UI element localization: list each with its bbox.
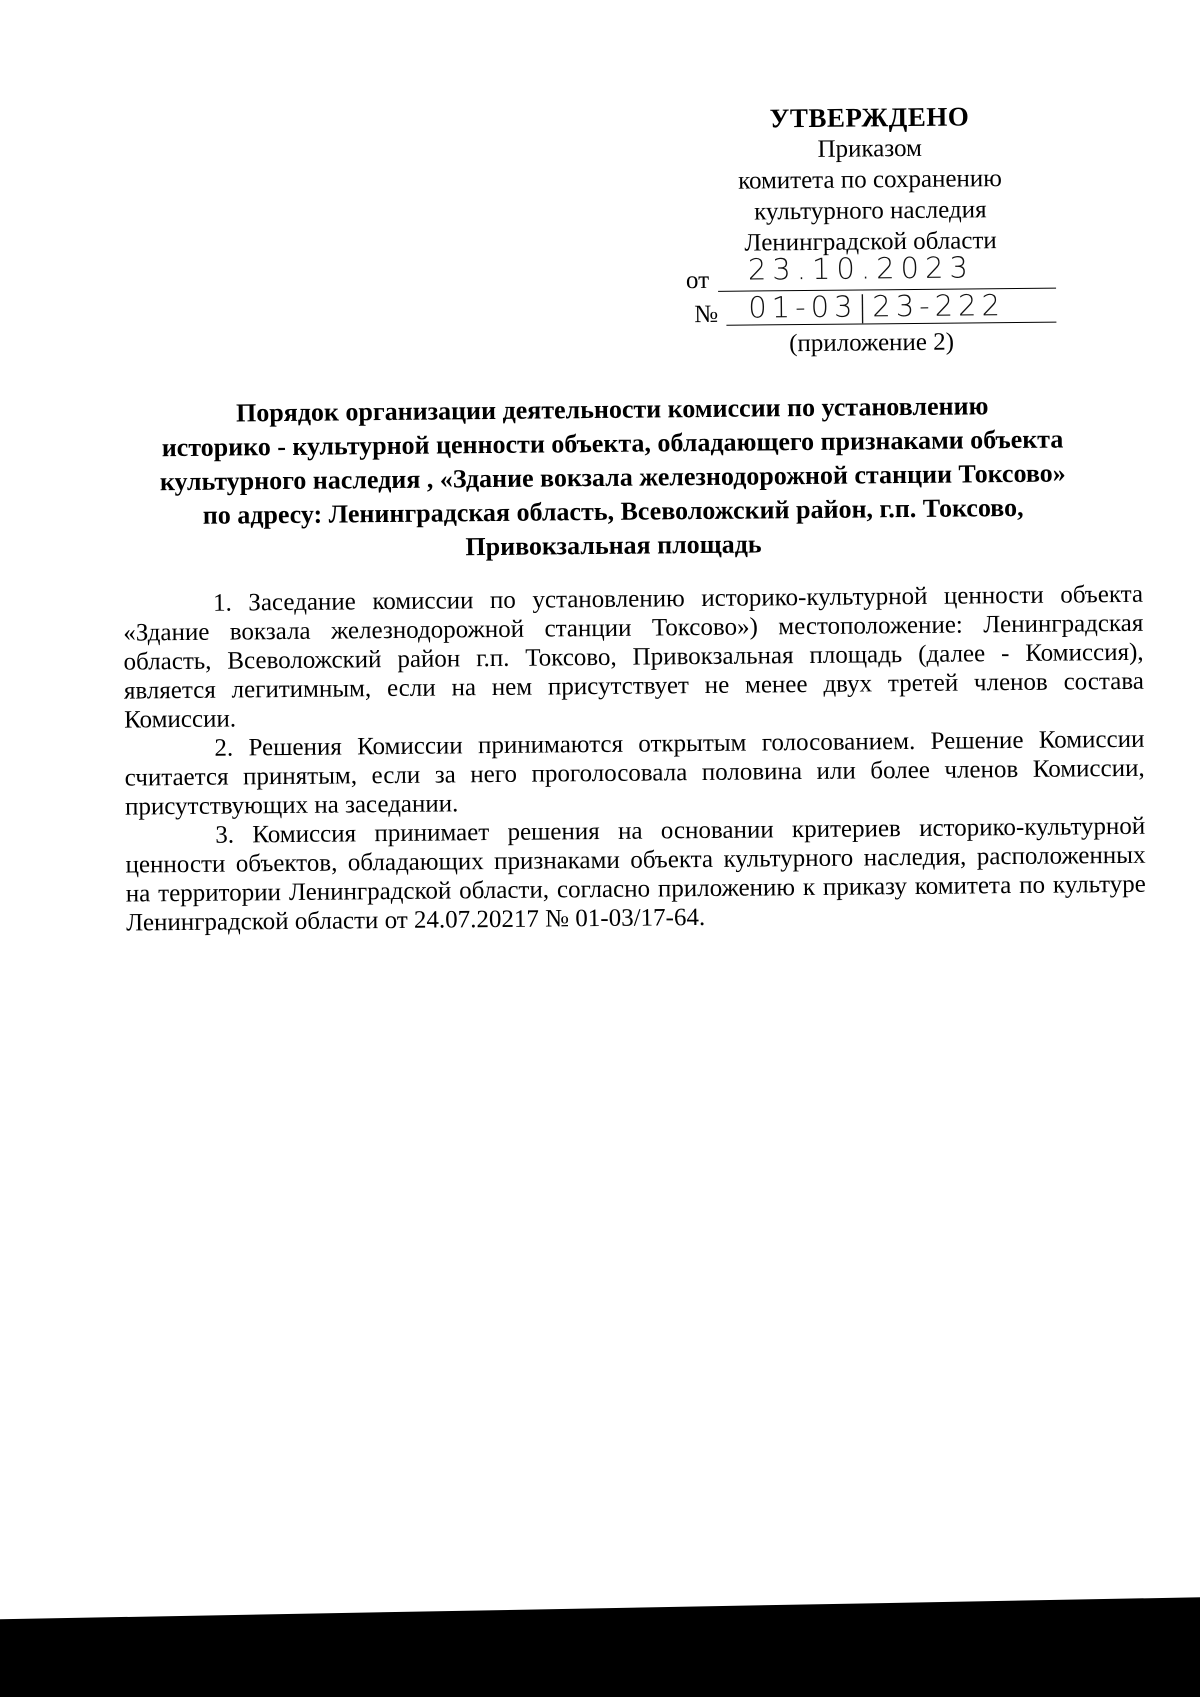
- approval-stamp-block: [684, 101, 1055, 260]
- date-prefix: от: [685, 266, 710, 295]
- paragraph-2: 2. Решения Комиссии принимаются открытым голосованием. Решение Комиссии считается принятым, если за него проголосовала половина или более членов Комиссии, присутствующих на заседании.: [124, 725, 1145, 821]
- title-line-2: историко - культурной ценности объекта, обладающего признаками объекта: [161, 424, 1064, 463]
- title-line-4: по адресу: Ленинградская область, Всеволожский район, г.п. Токсово,: [202, 492, 1024, 530]
- document-body: [123, 580, 1146, 938]
- title-line-3: культурного наследия , «Здание вокзала железнодорожной станции Токсово»: [159, 458, 1066, 497]
- number-prefix: №: [694, 300, 719, 329]
- order-number-row: [694, 288, 1056, 329]
- committee-line-2: культурного наследия: [753, 196, 987, 226]
- scan-border-dark-fill: [0, 1650, 1200, 1697]
- appendix-note: (приложение 2): [789, 328, 955, 358]
- title-line-5: Привокзальная площадь: [465, 529, 762, 562]
- paragraph-3: 3. Комиссия принимает решения на основании критериев историко-культурной ценности объектов, обладающих признаками объекта культурного наследия, расположенных на территории Ленинградской области, согласно приложению к приказу комитета по культуре Ленинградской области от 24.07.20217 № 01-03/17-64.: [125, 812, 1146, 937]
- order-number-handwritten: 01-03|23-222: [748, 288, 1006, 325]
- committee-line-1: комитета по сохранению: [737, 165, 1003, 195]
- order-date-handwritten: 23.10.2023: [747, 250, 975, 287]
- order-label: Приказом: [817, 134, 923, 163]
- title-line-1: Порядок организации деятельности комиссии по установлению: [235, 391, 989, 428]
- paragraph-1: 1. Заседание комиссии по установлению историко-культурной ценности объекта «Здание вокзала железнодорожной станции Токсово») местоположение: Ленинградская область, Всеволожский район г.п. Токсово, Привокзальная площадь (далее - Комиссия), является легитимным, если на нем присутствует не менее двух третей членов состава Комиссии.: [123, 580, 1144, 734]
- committee-line-3: Ленинградской области: [744, 227, 997, 257]
- approved-heading: УТВЕРЖДЕНО: [769, 101, 970, 134]
- document-title: [112, 388, 1114, 568]
